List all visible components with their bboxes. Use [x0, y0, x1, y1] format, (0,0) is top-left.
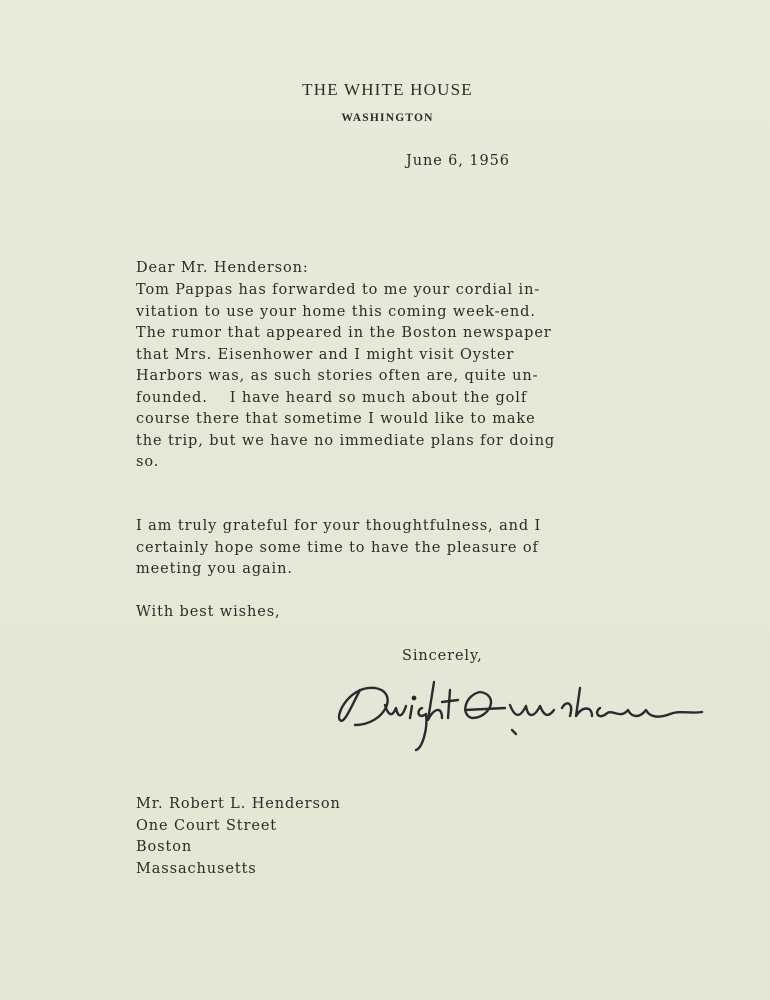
text-line: I am truly grateful for your thoughtfulness, and I [136, 518, 542, 534]
paragraph-2 [136, 516, 541, 581]
address-line: Mr. Robert L. Henderson [136, 796, 341, 812]
letterhead-city: WASHINGTON [341, 112, 434, 124]
recipient-address [136, 794, 341, 880]
letterhead-title: THE WHITE HOUSE [302, 80, 473, 99]
text-line: meeting you again. [136, 561, 293, 577]
signature [330, 670, 720, 760]
text-line: founded. I have heard so much about the golf [136, 389, 528, 406]
closing: Sincerely, [402, 648, 483, 664]
letter-date: June 6, 1956 [406, 153, 510, 169]
text-line: course there that sometime I would like to make [136, 411, 536, 427]
text-line: so. [136, 454, 160, 470]
text-line: Harbors was, as such stories often are, quite un- [136, 368, 539, 384]
text-line: vitation to use your home this coming week-end. [136, 303, 536, 320]
address-line: Massachusetts [136, 860, 257, 877]
text-line: the trip, but we have no immediate plans for doing [136, 432, 556, 449]
address-line: Boston [136, 839, 193, 855]
text-line: The rumor that appeared in the Boston newspaper [136, 325, 552, 341]
text-line: that Mrs. Eisenhower and I might visit Oyster [136, 346, 515, 363]
paragraph-1 [136, 280, 555, 474]
closing-wishes: With best wishes, [136, 604, 281, 620]
text-line: Tom Pappas has forwarded to me your cordial in- [136, 282, 541, 298]
text-line: certainly hope some time to have the pleasure of [136, 539, 539, 556]
salutation: Dear Mr. Henderson: [136, 260, 309, 276]
address-line: One Court Street [136, 817, 278, 834]
